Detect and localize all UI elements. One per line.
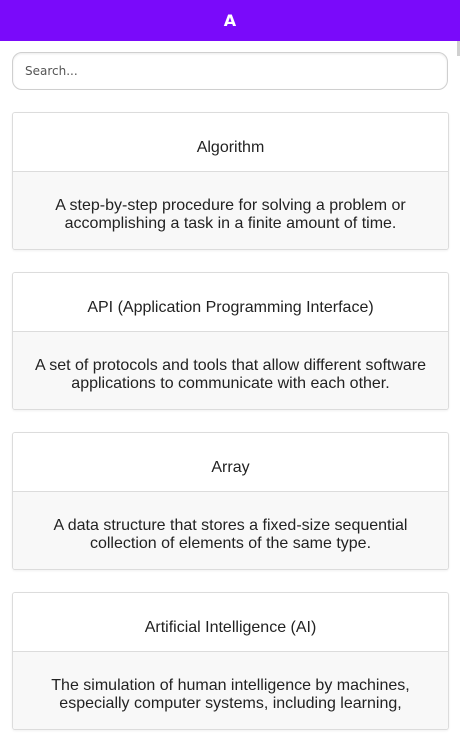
glossary-term: Array [13, 433, 448, 492]
glossary-card [12, 272, 449, 410]
glossary-term: Algorithm [13, 113, 448, 172]
glossary-card [12, 112, 449, 250]
page-header [0, 0, 460, 41]
glossary-term: Artificial Intelligence (AI) [13, 593, 448, 652]
glossary-list [12, 112, 449, 752]
glossary-card [12, 592, 449, 730]
page-title: A [223, 11, 237, 30]
glossary-definition: A step-by-step procedure for solving a problem or accomplishing a task in a finite amount of time. [13, 172, 448, 249]
glossary-definition: A data structure that stores a fixed-size sequential collection of elements of the same type. [13, 492, 448, 569]
search-input[interactable] [12, 52, 448, 90]
glossary-term: API (Application Programming Interface) [13, 273, 448, 332]
glossary-definition: A set of protocols and tools that allow different software applications to communicate with each other. [13, 332, 448, 409]
glossary-definition: The simulation of human intelligence by machines, especially computer systems, including learning, [13, 652, 448, 729]
glossary-card [12, 432, 449, 570]
